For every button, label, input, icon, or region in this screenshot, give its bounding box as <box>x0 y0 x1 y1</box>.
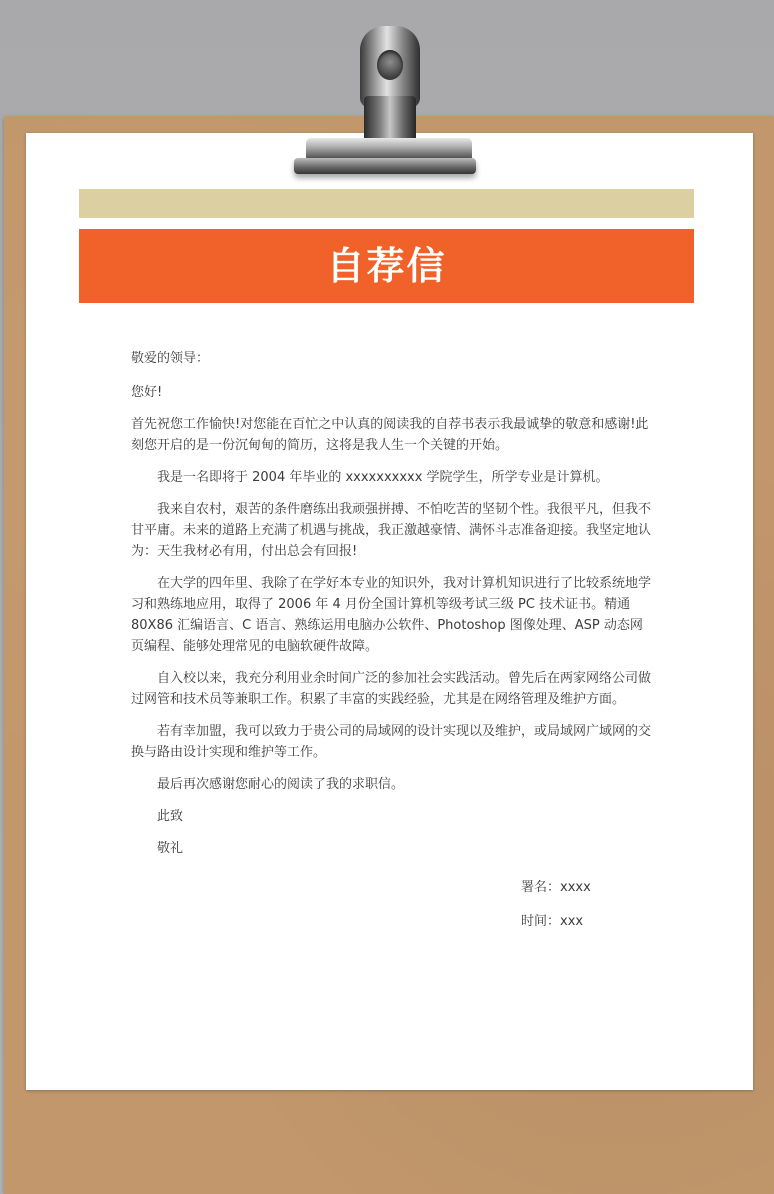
paragraph: 我来自农村，艰苦的条件磨练出我顽强拼搏、不怕吃苦的坚韧个性。我很平凡，但我不甘平庸。未来的道路上充满了机遇与挑战，我正激越豪情、满怀斗志准备迎接。我坚定地认为：天生我材必有用，付出总会有回报! <box>131 502 652 559</box>
paragraph: 我是一名即将于 2004 年毕业的 xxxxxxxxxx 学院学生，所学专业是计算机。 <box>157 470 609 485</box>
paragraph-thanks: 最后再次感谢您耐心的阅读了我的求职信。 <box>157 777 405 792</box>
header-accent-bar <box>79 189 694 218</box>
clip-hole <box>377 50 403 80</box>
hello-line: 您好! <box>131 385 163 400</box>
page-title: 自荐信 <box>326 244 447 288</box>
binder-clip-icon <box>294 26 476 176</box>
date-line: 时间：xxx <box>521 914 584 929</box>
letter-body <box>131 348 651 870</box>
clip-foot <box>294 158 476 174</box>
paragraph: 自入校以来，我充分利用业余时间广泛的参加社会实践活动。曾先后在两家网络公司做过网管和技术员等兼职工作。积累了丰富的实践经验，尤其是在网络管理及维护方面。 <box>131 671 652 707</box>
paragraph: 在大学的四年里、我除了在学好本专业的知识外，我对计算机知识进行了比较系统地学习和熟练地应用，取得了 2006 年 4 月份全国计算机等级考试三级 PC 技术证书。精通 80X86 汇编语言、C 语言、熟练运用电脑办公软件、Photoshop 图像处理、ASP 动态网页编程、能够处理常见的电脑软硬件故障。 <box>131 576 652 654</box>
signature-line: 署名：xxxx <box>521 880 591 895</box>
clip-neck <box>364 96 416 144</box>
closing-jingli: 敬礼 <box>157 841 184 856</box>
title-banner <box>79 229 694 303</box>
greeting: 敬爱的领导： <box>131 351 210 366</box>
closing-cizhi: 此致 <box>157 809 184 824</box>
paragraph: 若有幸加盟，我可以致力于贵公司的局域网的设计实现以及维护，或局域网广域网的交换与路由设计实现和维护等工作。 <box>131 724 652 760</box>
paragraph-intro: 首先祝您工作愉快!对您能在百忙之中认真的阅读我的自荐书表示我最诚挚的敬意和感谢!此刻您开启的是一份沉甸甸的简历，这将是我人生一个关键的开始。 <box>131 417 649 453</box>
